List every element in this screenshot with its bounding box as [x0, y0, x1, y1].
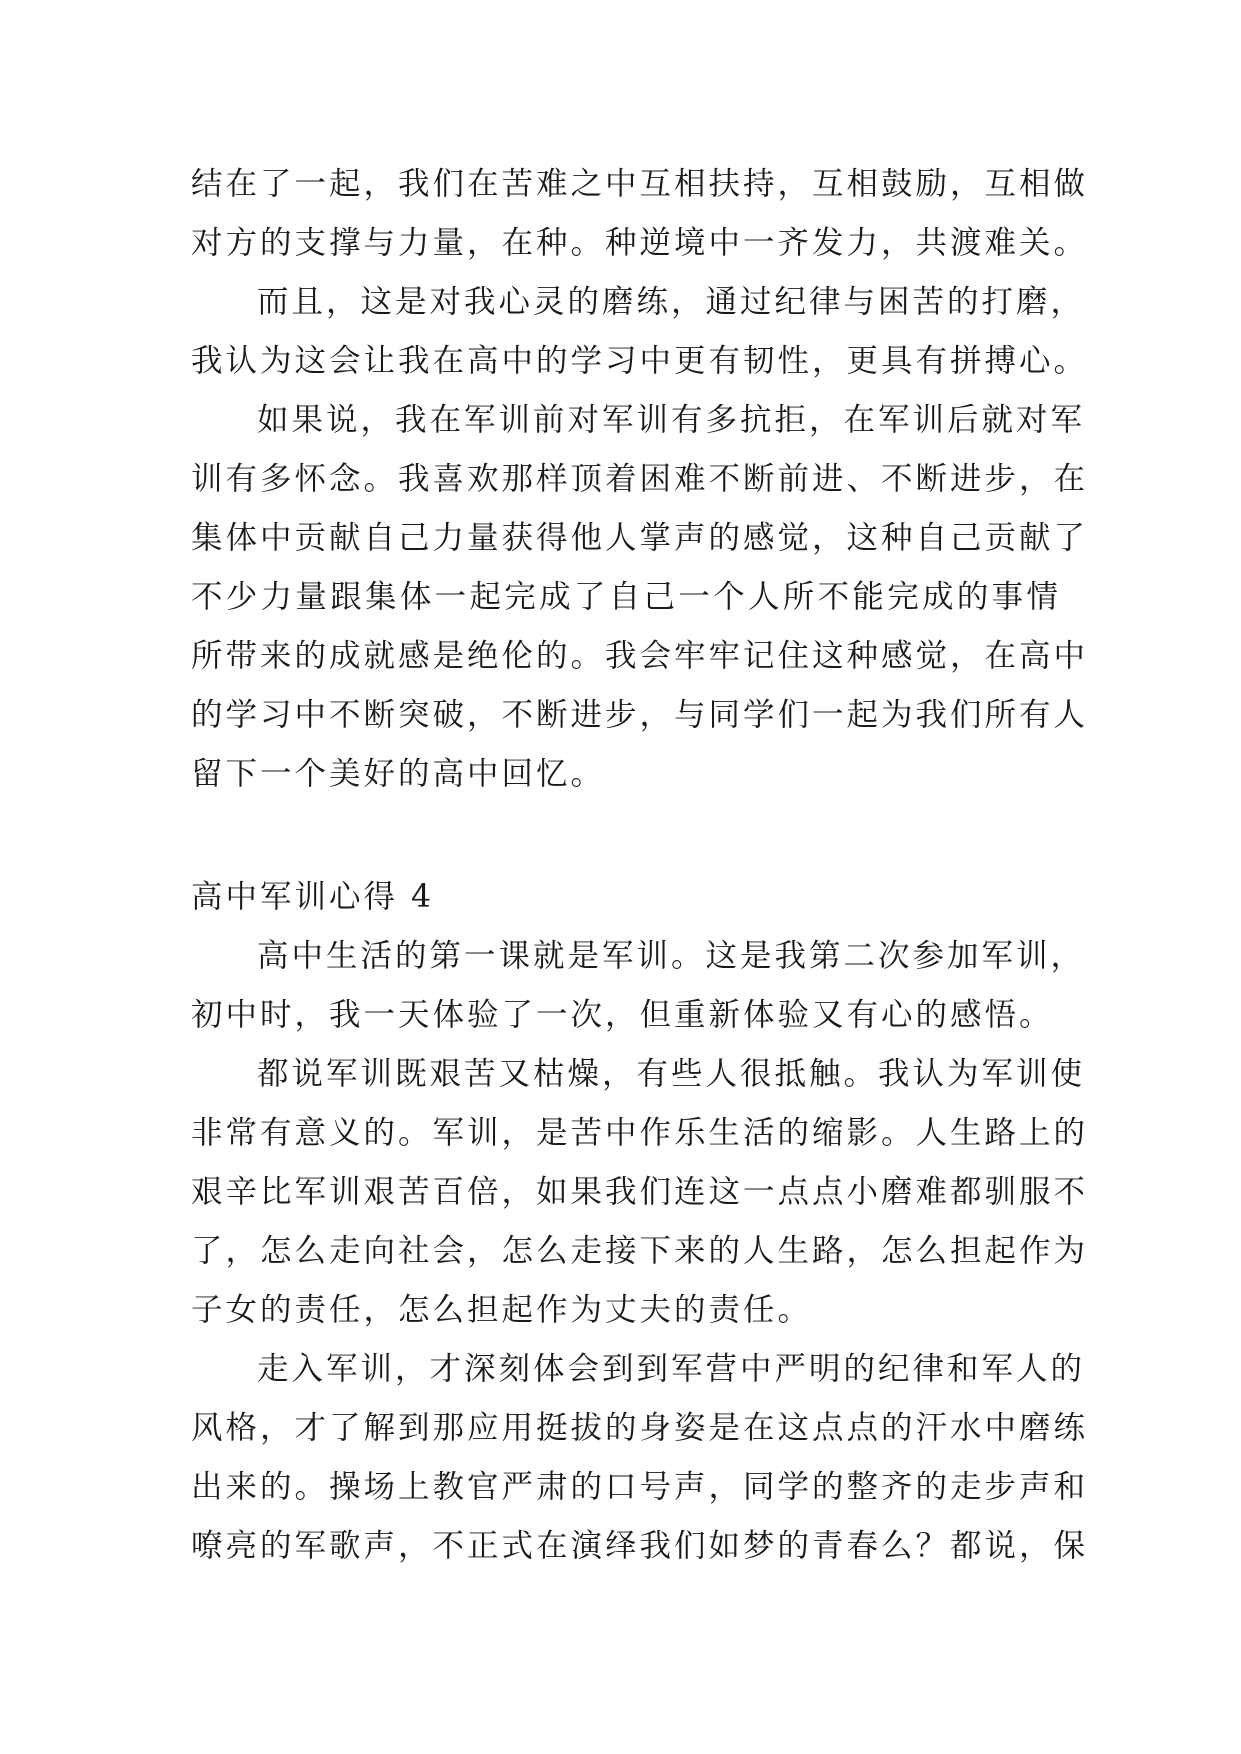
- paragraph: [191, 1045, 1089, 1340]
- paragraph: [191, 1340, 1089, 1576]
- text-line: 出来的。操场上教官严肃的口号声，同学的整齐的走步声和: [191, 1469, 1089, 1505]
- text-line: 而且，这是对我心灵的磨练，通过纪律与困苦的打磨，: [257, 284, 1086, 320]
- text-line: 集体中贡献自己力量获得他人掌声的感觉，这种自己贡献了: [191, 520, 1089, 556]
- text-line: 的学习中不断突破，不断进步，与同学们一起为我们所有人: [191, 697, 1089, 733]
- text-line: 留下一个美好的高中回忆。: [191, 756, 606, 792]
- paragraph: [191, 927, 1086, 1045]
- text-line: 非常有意义的。军训，是苦中作乐生活的缩影。人生路上的: [191, 1115, 1089, 1151]
- text-line: 对方的支撑与力量，在种。种逆境中一齐发力，共渡难关。: [191, 225, 1089, 261]
- text-line: 高中生活的第一课就是军训。这是我第二次参加军训，: [257, 938, 1086, 974]
- text-line: 嘹亮的军歌声，不正式在演绎我们如梦的青春么？都说，保: [191, 1528, 1089, 1564]
- text-line: 了，怎么走向社会，怎么走接下来的人生路，怎么担起作为: [191, 1233, 1089, 1269]
- paragraph: [191, 155, 1089, 273]
- text-line: 如果说，我在军训前对军训有多抗拒，在军训后就对军: [257, 402, 1086, 438]
- text-line: 风格，才了解到那应用挺拔的身姿是在这点点的汗水中磨练: [191, 1410, 1089, 1446]
- section-heading: 高中军训心得 4: [191, 879, 435, 915]
- text-line: 都说军训既艰苦又枯燥，有些人很抵触。我认为军训使: [257, 1056, 1086, 1092]
- text-line: 不少力量跟集体一起完成了自己一个人所不能完成的事情: [191, 579, 1061, 615]
- text-line: 我认为这会让我在高中的学习中更有韧性，更具有拼搏心。: [191, 343, 1089, 379]
- paragraph: [191, 273, 1089, 391]
- text-line: 所带来的成就感是绝伦的。我会牢牢记住这种感觉，在高中: [191, 638, 1089, 674]
- text-line: 艰辛比军训艰苦百倍，如果我们连这一点点小磨难都驯服不: [191, 1174, 1089, 1210]
- text-line: 走入军训，才深刻体会到到军营中严明的纪律和军人的: [257, 1351, 1086, 1387]
- text-line: 训有多怀念。我喜欢那样顶着困难不断前进、不断进步，在: [191, 461, 1089, 497]
- text-line: 初中时，我一天体验了一次，但重新体验又有心的感悟。: [191, 997, 1054, 1033]
- document-body: [191, 155, 1089, 1576]
- text-line: 结在了一起，我们在苦难之中互相扶持，互相鼓励，互相做: [191, 166, 1089, 202]
- paragraph: [191, 391, 1089, 804]
- section-gap: [191, 804, 1061, 868]
- text-line: 子女的责任，怎么担起作为丈夫的责任。: [191, 1292, 813, 1328]
